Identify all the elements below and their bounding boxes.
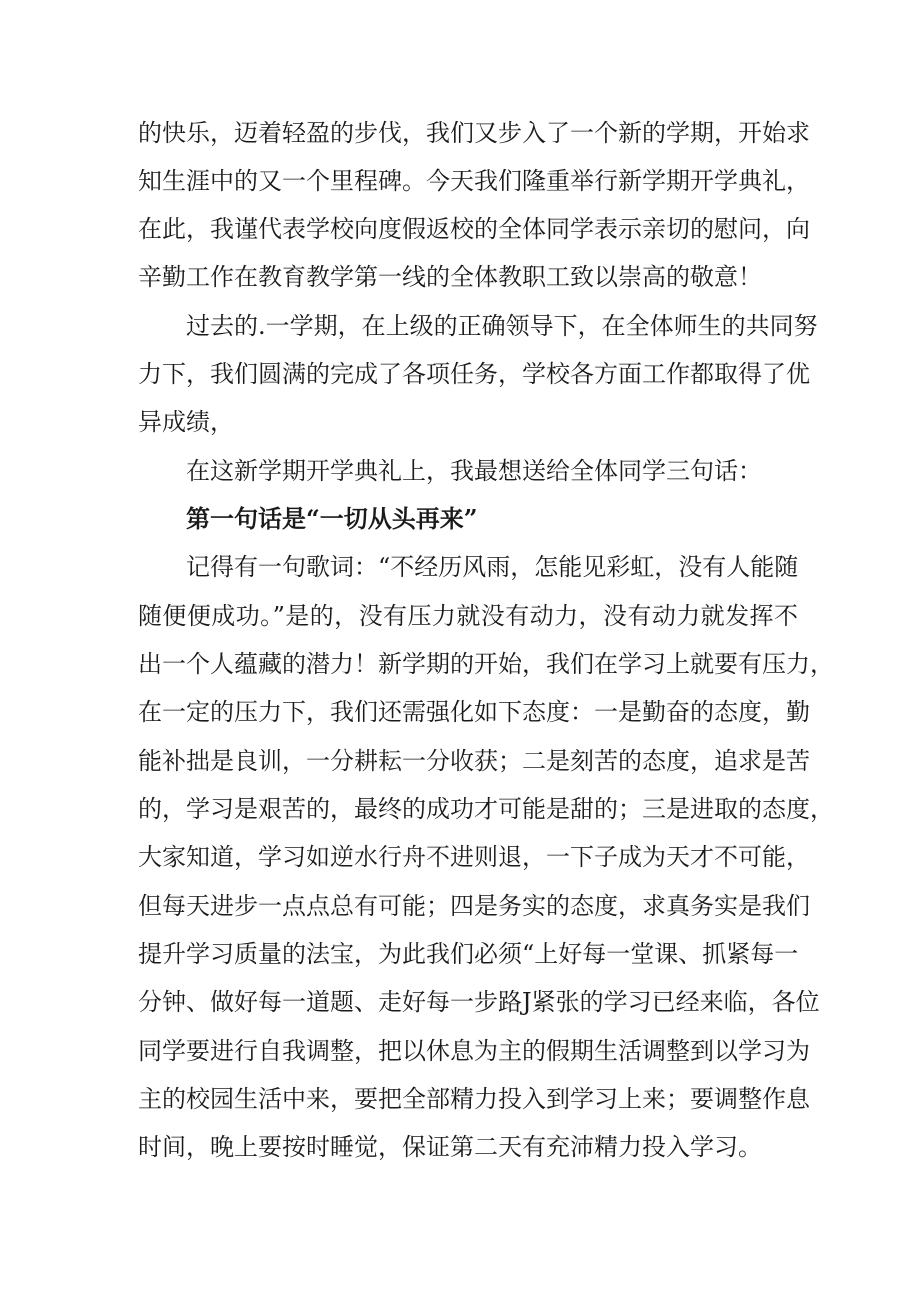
paragraph-line: 提升学习质量的法宝，为此我们必须“上好每一堂课、抓紧每一 [138, 940, 799, 968]
paragraph-line: 过去的.一学期，在上级的正确领导下，在全体师生的共同努 [186, 312, 818, 340]
paragraph-line: 知生涯中的又一个里程碑。今天我们隆重举行新学期开学典礼， [138, 167, 810, 195]
paragraph-line: 随便便成功。”是的，没有压力就没有动力，没有动力就发挥不 [138, 602, 798, 630]
paragraph-line: 主的校园生活中来，要把全部精力投入到学习上来；要调整作息 [138, 1085, 810, 1113]
paragraph-line: 时间，晚上要按时睡觉，保证第二天有充沛精力投入学习。 [138, 1133, 762, 1161]
paragraph-line: 的快乐，迈着轻盈的步伐，我们又步入了一个新的学期，开始求 [138, 119, 810, 147]
paragraph-line: 能补拙是良训，一分耕耘一分收获；二是刻苦的态度，追求是苦 [138, 747, 810, 775]
paragraph-line: 在此，我谨代表学校向度假返校的全体同学表示亲切的慰问，向 [138, 215, 810, 243]
paragraph-line: 大家知道，学习如逆水行舟不进则退，一下子成为天才不可能， [138, 843, 810, 871]
paragraph-line: 出一个人蕴藏的潜力！新学期的开始，我们在学习上就要有压力， [138, 650, 834, 678]
paragraph-line: 的，学习是艰苦的，最终的成功才可能是甜的；三是进取的态度， [138, 795, 834, 823]
paragraph-line: 记得有一句歌词：“不经历风雨，怎能见彩虹，没有人能随 [186, 553, 799, 581]
paragraph-line: 力下，我们圆满的完成了各项任务，学校各方面工作都取得了优 [138, 360, 810, 388]
paragraph-line: 同学要进行自我调整，把以休息为主的假期生活调整到以学习为 [138, 1037, 810, 1065]
paragraph-line: 在这新学期开学典礼上，我最想送给全体同学三句话： [186, 457, 762, 485]
paragraph-line: 但每天进步一点点总有可能；四是务实的态度，求真务实是我们 [138, 892, 810, 920]
paragraph-line: 分钟、做好每一道题、走好每一步路J紧张的学习已经来临，各位 [138, 988, 820, 1016]
paragraph-line: 在一定的压力下，我们还需强化如下态度：一是勤奋的态度，勤 [138, 698, 810, 726]
section-heading: 第一句话是“一切从头再来” [186, 504, 478, 533]
paragraph-line: 异成绩， [138, 408, 234, 436]
paragraph-line: 辛勤工作在教育教学第一线的全体教职工致以崇高的敬意！ [138, 263, 762, 291]
